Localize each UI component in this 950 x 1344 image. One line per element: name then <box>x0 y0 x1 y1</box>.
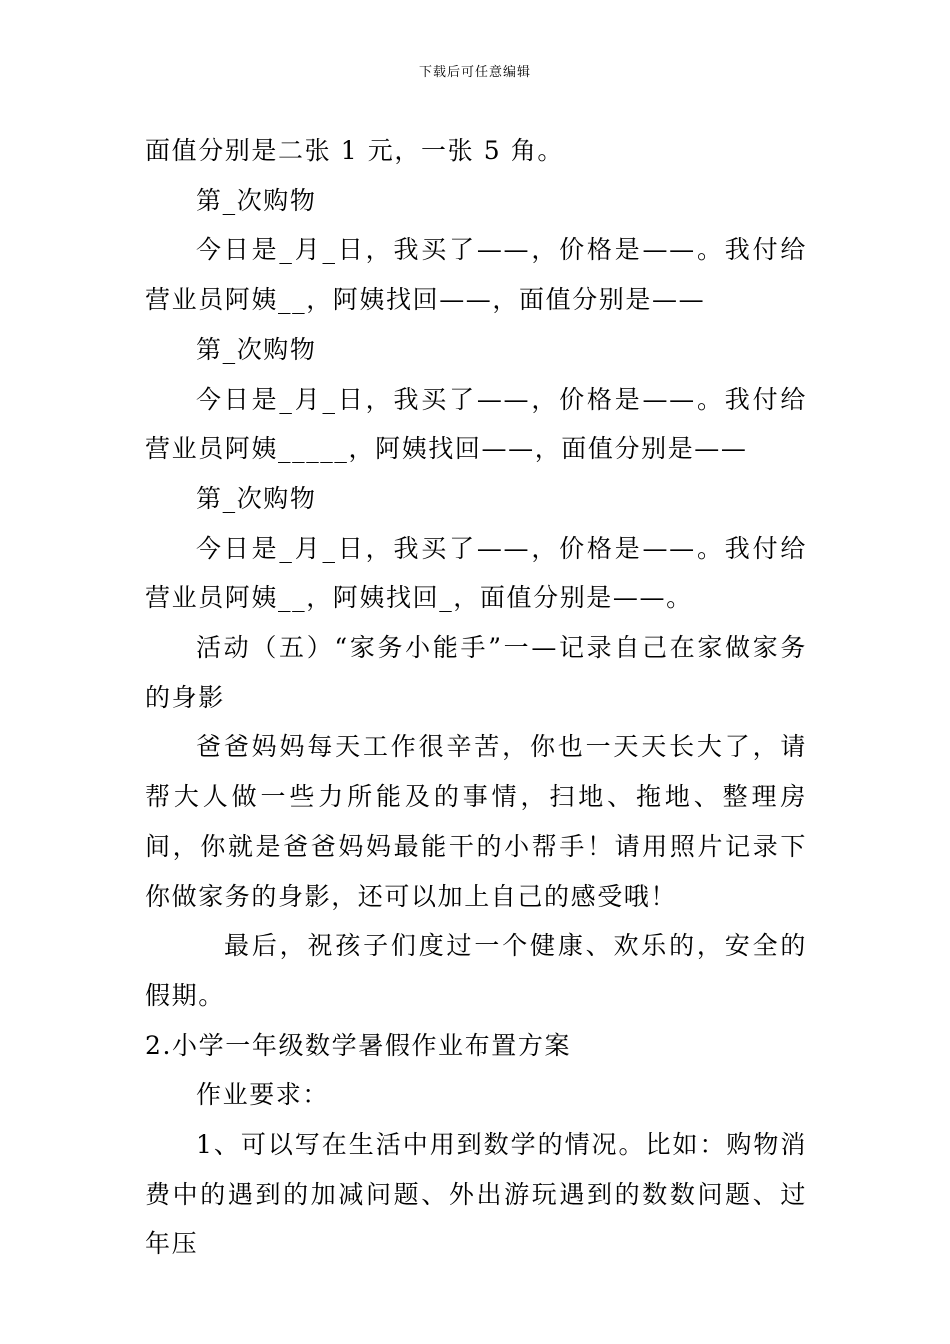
paragraph-purchase-detail-3: 今日是_月_日，我买了——，价格是——。我付给营业员阿姨__，阿姨找回_，面值分别是——。 <box>145 533 807 613</box>
paragraph-purchase-heading-1: 第_次购物 <box>196 185 317 215</box>
paragraph-denominations: 面值分别是二张 1 元，一张 5 角。 <box>145 136 564 165</box>
page-header-note: 下载后可任意编辑 <box>418 65 531 80</box>
paragraph-requirements-label: 作业要求： <box>196 1080 330 1110</box>
paragraph-purchase-heading-3: 第_次购物 <box>196 483 317 513</box>
document-body <box>145 126 807 1269</box>
paragraph-purchase-detail-1: 今日是_月_日，我买了——，价格是——。我付给营业员阿姨__，阿姨找回——，面值分别是—— <box>145 235 807 315</box>
paragraph-requirement-1: 1、可以写在生活中用到数学的情况。比如：购物消费中的遇到的加减问题、外出游玩遇到的数数问题、过年压 <box>145 1130 807 1259</box>
paragraph-activity-five-title: 活动（五）“家务小能手”一—记录自己在家做家务的身影 <box>145 633 807 712</box>
paragraph-closing-wish: 最后，祝孩子们度过一个健康、欢乐的，安全的假期。 <box>145 931 807 1010</box>
paragraph-purchase-detail-2: 今日是_月_日，我买了——，价格是——。我付给营业员阿姨_____，阿姨找回——，面值分别是—— <box>145 384 807 464</box>
paragraph-activity-five-body: 爸爸妈妈每天工作很辛苦，你也一天天长大了，请帮大人做一些力所能及的事情，扫地、拖地、整理房间，你就是爸爸妈妈最能干的小帮手！请用照片记录下你做家务的身影，还可以加上自己的感受哦！ <box>145 732 807 911</box>
section-heading-plan: 2.小学一年级数学暑假作业布置方案 <box>145 1030 572 1060</box>
paragraph-purchase-heading-2: 第_次购物 <box>196 334 317 364</box>
